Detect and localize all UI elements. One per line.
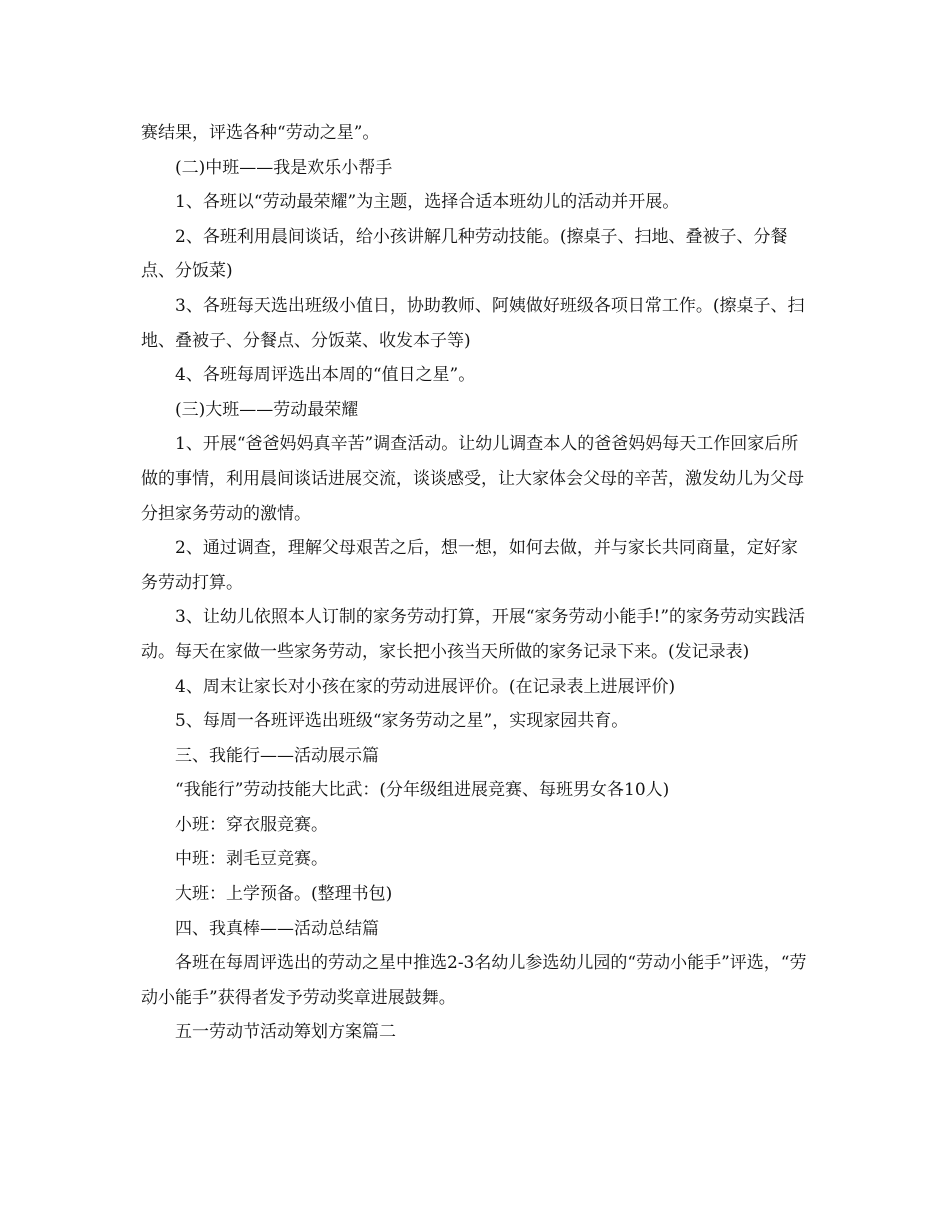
paragraph-13: 三、我能行——活动展示篇	[175, 745, 379, 766]
paragraph-17: 大班：上学预备。(整理书包)	[175, 884, 393, 905]
paragraph-7: (三)大班——劳动最荣耀	[175, 399, 359, 420]
paragraph-6: 4、各班每周评选出本周的“值日之星”。	[175, 365, 476, 386]
paragraph-5: 3、各班每天选出班级小值日，协助教师、阿姨做好班级各项日常工作。(擦桌子、扫地、叠被子、分餐点、分饭菜、收发本子等)	[141, 295, 805, 351]
paragraph-2: (二)中班——我是欢乐小帮手	[175, 157, 393, 178]
paragraph-4: 2、各班利用晨间谈话，给小孩讲解几种劳动技能。(擦桌子、扫地、叠被子、分餐点、分饭菜)	[141, 226, 788, 282]
paragraph-14: “我能行”劳动技能大比武：(分年级组进展竞赛、每班男女各10人)	[175, 780, 670, 801]
paragraph-11: 4、周末让家长对小孩在家的劳动进展评价。(在记录表上进展评价)	[175, 676, 676, 697]
paragraph-16: 中班：剥毛豆竞赛。	[175, 849, 328, 870]
paragraph-12: 5、每周一各班评选出班级“家务劳动之星”，实现家园共育。	[175, 711, 629, 732]
paragraph-8: 1、开展“爸爸妈妈真辛苦”调查活动。让幼儿调查本人的爸爸妈妈每天工作回家后所做的事情，利用晨间谈话进展交流，谈谈感受，让大家体会父母的辛苦，激发幼儿为父母分担家务劳动的激情。	[141, 434, 804, 524]
paragraph-15: 小班：穿衣服竞赛。	[175, 814, 328, 835]
paragraph-3: 1、各班以“劳动最荣耀”为主题，选择合适本班幼儿的活动并开展。	[175, 192, 680, 213]
paragraph-10: 3、让幼儿依照本人订制的家务劳动打算，开展“家务劳动小能手!”的家务劳动实践活动。每天在家做一些家务劳动，家长把小孩当天所做的家务记录下来。(发记录表)	[141, 607, 806, 662]
paragraph-18: 四、我真棒——活动总结篇	[175, 918, 379, 939]
paragraph-19: 各班在每周评选出的劳动之星中推选2-3名幼儿参选幼儿园的“劳动小能手”评选，“劳动小能手”获得者发予劳动奖章进展鼓舞。	[141, 953, 807, 1008]
paragraph-1: 赛结果，评选各种“劳动之星”。	[141, 123, 380, 143]
paragraph-9: 2、通过调查，理解父母艰苦之后，想一想，如何去做，并与家长共同商量，定好家务劳动打算。	[141, 538, 798, 593]
document-body	[141, 116, 813, 1050]
paragraph-20: 五一劳动节活动筹划方案篇二	[175, 1022, 396, 1043]
